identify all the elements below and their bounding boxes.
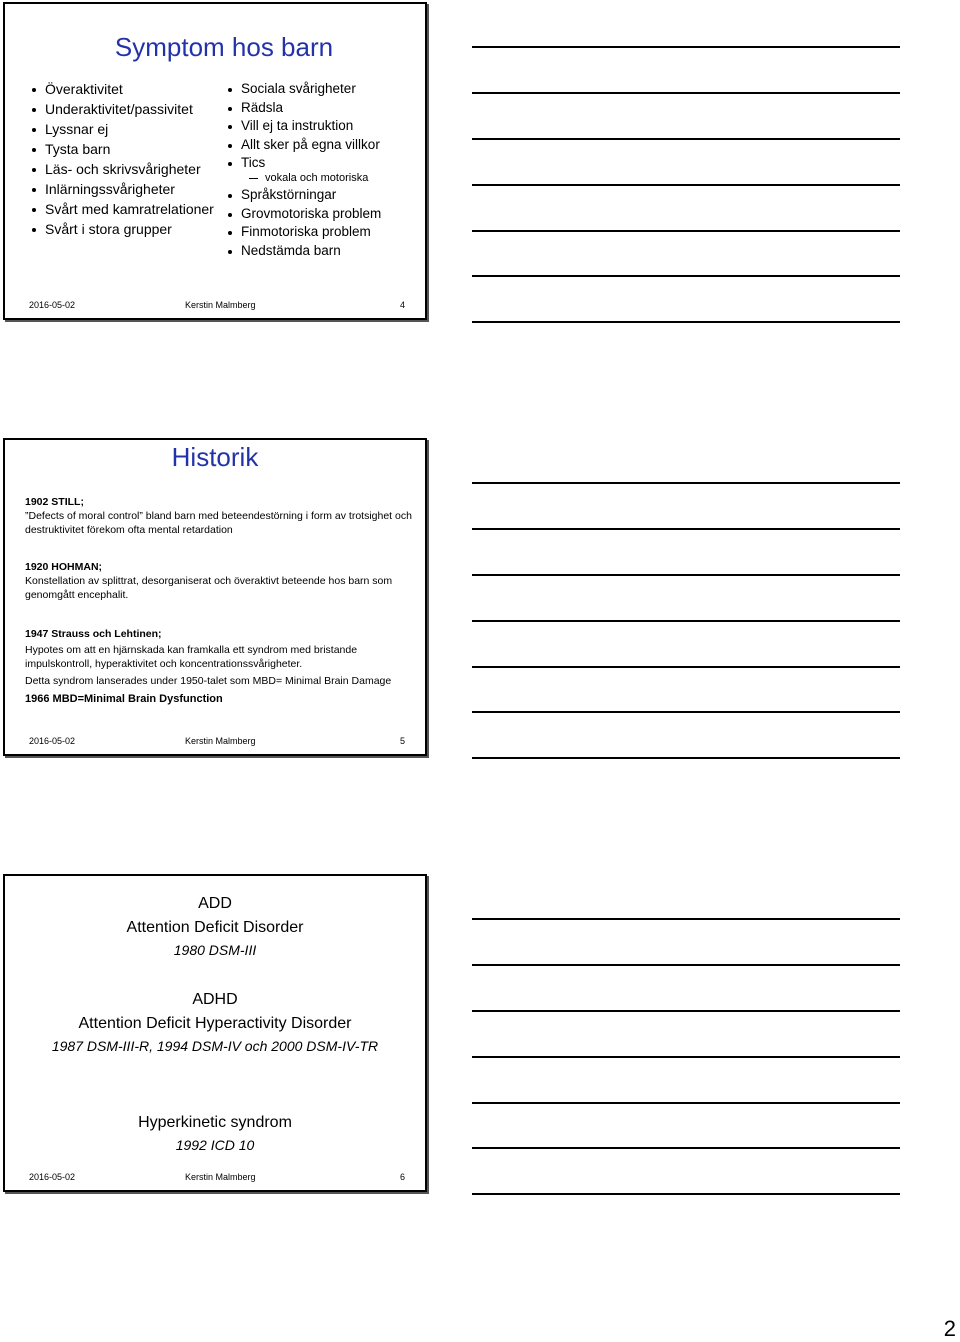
note-line [472,321,900,323]
bullet-icon [32,208,36,212]
bullet-icon [228,194,232,198]
list-item: Svårt med kamratrelationer [29,201,219,218]
sub-list-item: vokala och motoriska [225,172,425,185]
entry-heading: 1902 STILL; [25,496,84,508]
note-line [472,711,900,713]
note-line [472,574,900,576]
list-item: Tics [225,155,425,171]
history-entry-1947 [25,627,413,706]
note-line [472,275,900,277]
note-line [472,1147,900,1149]
bullet-icon [32,108,36,112]
bullet-icon [228,231,232,235]
note-line [472,482,900,484]
slide-footer [5,300,425,312]
list-item: Lyssnar ej [29,121,219,138]
entry-heading: 1966 MBD=Minimal Brain Dysfunction [25,693,223,705]
note-line [472,964,900,966]
history-entry-1920 [25,560,413,602]
adhd-heading: ADHD [192,991,238,1008]
entry-body: Konstellation av splittrat, desorganiserat och överaktivt beteende hos barn som genomgått encephalit. [25,575,393,601]
list-item: Inlärningssvårigheter [29,181,219,198]
bullet-icon [228,162,232,166]
list-item: Grovmotoriska problem [225,206,425,222]
bullet-icon [228,107,232,111]
note-line [472,757,900,759]
add-fullname: Attention Deficit Disorder [126,919,304,936]
list-item: Svårt i stora grupper [29,221,219,238]
slide-footer [5,1172,425,1184]
list-item: Språkstörningar [225,187,425,203]
footer-date: 2016-05-02 [29,736,76,746]
bullet-icon [32,128,36,132]
bullet-icon [228,125,232,129]
adhd-block [5,988,425,1056]
footer-page-number: 5 [400,736,406,746]
add-block [5,892,425,960]
add-heading: ADD [198,895,232,912]
note-line [472,1102,900,1104]
add-year: 1980 DSM-III [173,942,257,958]
entry-body: Detta syndrom lanserades under 1950-talet som MBD= Minimal Brain Damage [25,675,392,687]
note-line [472,92,900,94]
list-item: Överaktivitet [29,81,219,98]
entry-heading: 1947 Strauss och Lehtinen; [25,628,162,640]
note-line [472,528,900,530]
list-item: Rädsla [225,100,425,116]
footer-page-number: 6 [400,1172,406,1182]
bullet-icon [32,148,36,152]
footer-author: Kerstin Malmberg [185,736,256,746]
note-line [472,620,900,622]
note-line [472,230,900,232]
bullet-icon [228,213,232,217]
list-item: Underaktivitet/passivitet [29,101,219,118]
bullet-icon [32,188,36,192]
list-item: Nedstämda barn [225,243,425,259]
slide-title: Historik [171,442,259,472]
adhd-fullname: Attention Deficit Hyperactivity Disorder [78,1015,352,1032]
footer-page-number: 4 [400,300,406,310]
bullet-icon [228,250,232,254]
footer-date: 2016-05-02 [29,300,76,310]
bullet-icon [228,88,232,92]
bullet-icon [228,144,232,148]
slide-6 [3,874,427,1192]
hyperkinetic-year: 1992 ICD 10 [175,1137,255,1153]
note-line [472,1056,900,1058]
slide-title: Symptom hos barn [114,32,334,62]
hyperkinetic-block [5,1111,425,1155]
adhd-years: 1987 DSM-III-R, 1994 DSM-IV och 2000 DSM-IV-TR [51,1038,379,1054]
page-number: 2 [943,1316,956,1341]
list-item: Tysta barn [29,141,219,158]
entry-body: Hypotes om att en hjärnskada kan framkalla ett syndrom med bristande impulskontroll, hyperaktivitet och koncentrationssvårigheter. [25,644,358,670]
note-line [472,1193,900,1195]
note-line [472,46,900,48]
footer-author: Kerstin Malmberg [185,300,256,310]
bullet-icon [32,228,36,232]
note-line [472,138,900,140]
history-entry-1902 [25,495,413,537]
slide-5 [3,438,427,756]
list-item: Allt sker på egna villkor [225,137,425,153]
symptom-list-right [225,81,425,261]
note-line [472,184,900,186]
list-item: Vill ej ta instruktion [225,118,425,134]
dash-icon [249,178,258,179]
footer-author: Kerstin Malmberg [185,1172,256,1182]
bullet-icon [32,168,36,172]
footer-date: 2016-05-02 [29,1172,76,1182]
list-item: Finmotoriska problem [225,224,425,240]
note-line [472,1010,900,1012]
symptom-list-left [29,81,219,241]
hyperkinetic-heading: Hyperkinetic syndrom [138,1114,292,1131]
list-item: Läs- och skrivsvårigheter [29,161,219,178]
note-line [472,666,900,668]
slide-4 [3,2,427,320]
entry-heading: 1920 HOHMAN; [25,561,103,573]
bullet-icon [32,88,36,92]
note-line [472,918,900,920]
entry-body: ”Defects of moral control” bland barn med beteendestörning i form av trotsighet och destruktivitet förekom ofta mental retardation [25,510,412,536]
list-item: Sociala svårigheter [225,81,425,97]
slide-footer [5,736,425,748]
